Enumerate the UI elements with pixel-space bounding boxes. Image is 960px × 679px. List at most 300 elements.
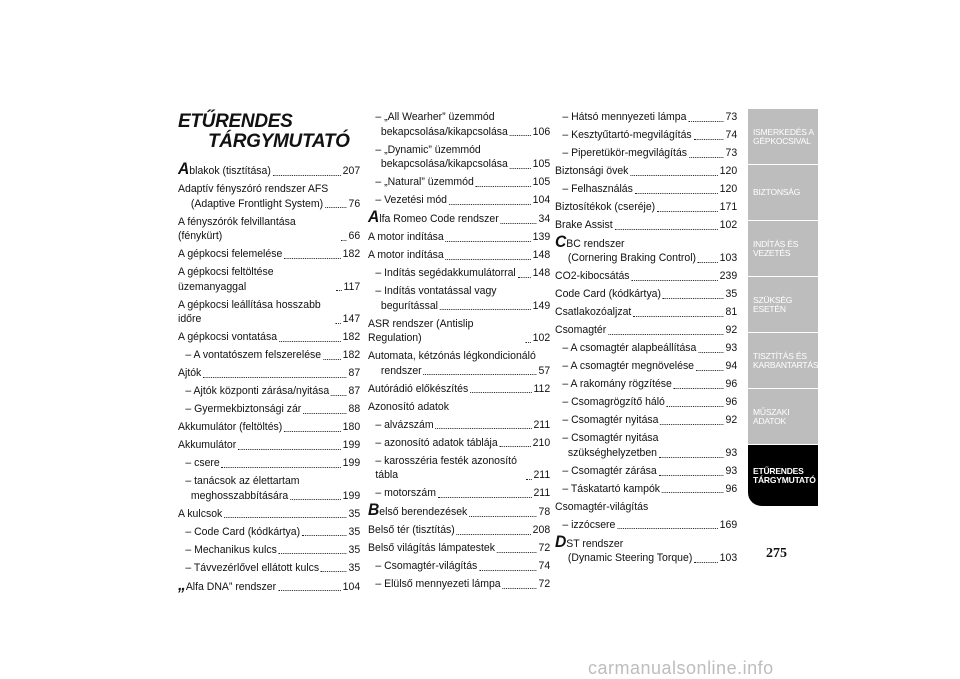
index-entry-line: bekapcsolása/kikapcsolása	[380, 158, 508, 171]
index-entry[interactable]	[178, 574, 361, 595]
index-entry-label: – Kesztyűtartó-megvilágítás	[562, 128, 692, 141]
index-entry-text	[178, 384, 329, 399]
index-entry-text	[178, 348, 321, 363]
index-entry-label: blakok (tisztítása)	[189, 165, 271, 177]
drop-cap: A	[178, 159, 190, 178]
dot-leader	[674, 388, 724, 389]
dot-leader	[617, 528, 718, 529]
index-entry-text	[555, 269, 630, 284]
index-entry-label: – A rakomány rögzítése	[562, 378, 672, 391]
index-entry[interactable]	[368, 486, 550, 501]
index-entry-row	[368, 299, 550, 314]
section-tab[interactable]	[748, 277, 818, 333]
index-entry-text	[555, 413, 658, 428]
index-entry-row	[368, 125, 550, 140]
index-entry-text	[555, 231, 737, 252]
page-ref[interactable]: 72	[538, 542, 551, 555]
index-entry[interactable]	[178, 247, 360, 262]
index-entry-text	[555, 395, 665, 410]
dot-leader	[476, 186, 531, 187]
dot-leader	[203, 377, 347, 378]
index-entry-text	[178, 543, 277, 558]
index-entry-text	[368, 436, 498, 451]
page-ref[interactable]: 35	[725, 288, 738, 301]
index-entry-line: – Csomagtér nyitása	[562, 432, 659, 445]
index-entry-text	[555, 128, 692, 143]
page-ref[interactable]: 117	[343, 280, 361, 293]
index-heading-text: Csomagtér-világítás	[555, 500, 649, 513]
page-ref[interactable]: 120	[719, 164, 738, 177]
index-entry-label: Alfa DNA” rendszer	[185, 580, 277, 593]
index-entry[interactable]	[368, 559, 550, 574]
index-entry-text	[368, 110, 550, 125]
dot-leader	[279, 341, 341, 342]
page-ref[interactable]: 211	[533, 487, 551, 500]
dot-leader	[335, 323, 341, 324]
index-entry[interactable]	[178, 561, 360, 576]
dot-leader	[290, 499, 341, 500]
index-entry-label: – Gyermekbiztonsági zár	[185, 403, 302, 416]
page-ref[interactable]: 210	[532, 436, 551, 449]
index-entry-text	[178, 182, 360, 197]
page-ref[interactable]: 92	[725, 414, 738, 427]
index-entry-text	[178, 474, 360, 489]
index-entry-line: rendszer	[380, 364, 422, 377]
dot-leader	[694, 139, 724, 140]
index-entry-label: – A csomagtér alapbeállítása	[562, 342, 697, 355]
index-entry-row	[178, 489, 360, 504]
section-tab[interactable]	[748, 221, 818, 277]
index-entry[interactable]	[368, 266, 550, 281]
index-entry-label: – alvázszám	[375, 418, 434, 431]
page-ref[interactable]: 78	[538, 506, 551, 519]
index-entry[interactable]	[178, 348, 360, 363]
drop-cap: B	[368, 500, 380, 520]
dot-leader	[449, 204, 531, 205]
dot-leader	[662, 492, 724, 493]
dot-leader	[424, 374, 537, 375]
page-ref[interactable]: 35	[348, 543, 361, 556]
index-entry-text	[368, 143, 550, 158]
page-ref[interactable]: 149	[532, 299, 551, 312]
index-entry[interactable]	[178, 330, 360, 345]
page-ref[interactable]: 112	[533, 382, 551, 395]
page-ref[interactable]: 171	[719, 200, 738, 213]
drop-cap: „	[178, 574, 186, 594]
index-entry[interactable]	[368, 284, 550, 313]
index-entry[interactable]	[368, 523, 550, 538]
dot-leader	[688, 121, 723, 122]
index-entry-text	[555, 146, 687, 161]
index-entry[interactable]	[555, 395, 737, 410]
page-ref[interactable]: 96	[725, 482, 738, 495]
section-tab[interactable]	[748, 109, 818, 165]
index-entry-line: begurítással	[380, 299, 438, 312]
dot-leader	[689, 157, 724, 158]
index-entry[interactable]	[178, 159, 361, 179]
page-ref[interactable]: 199	[342, 439, 361, 452]
page-ref[interactable]: 199	[342, 489, 361, 502]
index-entry-line: (Cornering Braking Control)	[567, 252, 697, 265]
page-ref[interactable]: 103	[719, 552, 738, 565]
dot-leader	[336, 290, 342, 291]
page-ref[interactable]: 182	[342, 248, 361, 261]
index-entry[interactable]	[368, 143, 550, 172]
page-ref[interactable]: 88	[348, 403, 361, 416]
page-ref[interactable]: 73	[725, 111, 738, 123]
index-entry[interactable]	[368, 193, 550, 208]
index-entry[interactable]	[555, 305, 737, 320]
index-entry[interactable]	[555, 431, 737, 460]
page-ref[interactable]: 93	[725, 464, 738, 477]
index-entry[interactable]	[555, 482, 737, 497]
index-entry-label: Csomagtér	[555, 324, 607, 337]
index-entry-label: Ajtók	[178, 367, 202, 380]
index-entry-text	[178, 215, 339, 244]
drop-cap: D	[555, 531, 567, 551]
page-ref[interactable]: 139	[532, 231, 551, 244]
page-ref[interactable]: 76	[348, 197, 361, 210]
index-entry-row	[555, 446, 737, 461]
index-entry-label: – Indítás segédakkumulátorral	[375, 267, 516, 280]
index-entry[interactable]	[368, 349, 550, 378]
index-entry[interactable]	[555, 164, 737, 179]
index-entry-text	[178, 420, 282, 435]
index-entry[interactable]	[555, 269, 737, 284]
dot-leader	[608, 334, 724, 335]
index-entry-label: – Csomagtér nyitása	[562, 414, 659, 427]
dot-leader	[224, 517, 347, 518]
index-entry[interactable]	[368, 418, 550, 433]
page-ref[interactable]: 102	[532, 332, 551, 345]
section-tab-label: SZÜKSÉG ESETÉN	[753, 294, 793, 314]
index-entry-label: Code Card (kódkártya)	[555, 288, 662, 301]
index-entry-label: Csatlakozóaljzat	[555, 306, 632, 319]
index-entry-row	[555, 251, 737, 266]
dot-leader	[510, 135, 531, 136]
title-line-1: ETŰRENDES	[178, 111, 293, 132]
index-entry[interactable]	[178, 438, 360, 453]
dot-leader	[526, 479, 532, 480]
index-entry[interactable]	[368, 230, 550, 245]
dot-leader	[663, 298, 724, 299]
title-line-2: TÁRGYMUTATÓ	[208, 131, 350, 152]
dot-leader	[284, 258, 341, 259]
page-ref[interactable]: 92	[725, 324, 738, 337]
index-entry-text	[555, 431, 737, 446]
index-entry[interactable]	[178, 456, 360, 471]
section-tab-label: MŰSZAKI ADATOK	[753, 406, 790, 426]
section-tab-label: ETŰRENDES TÁRGYMUTATÓ	[753, 465, 816, 485]
page-ref[interactable]: 207	[342, 165, 361, 177]
index-entry-text	[368, 349, 550, 364]
page-ref[interactable]: 96	[725, 378, 738, 391]
index-entry[interactable]	[178, 543, 360, 558]
index-entry[interactable]	[555, 200, 737, 215]
index-entry-text	[368, 175, 474, 190]
index-entry[interactable]	[368, 207, 551, 227]
index-entry-row	[555, 551, 737, 566]
index-entry-line: bekapcsolása/kikapcsolása	[380, 125, 508, 138]
page-ref[interactable]: 105	[532, 158, 551, 171]
index-entry-label: – Elülső mennyezeti lámpa	[375, 578, 501, 591]
page-ref[interactable]: 147	[342, 313, 361, 326]
index-entry-label: – izzócsere	[562, 518, 616, 531]
dot-leader	[469, 516, 537, 517]
index-entry[interactable]	[555, 128, 737, 143]
index-entry-row	[178, 197, 360, 212]
index-entry-label: – Code Card (kódkártya)	[185, 525, 301, 538]
index-entry-label: A gépkocsi leállítása hosszabb időre	[178, 298, 321, 326]
page-ref[interactable]: 35	[348, 561, 361, 574]
index-entry-text	[178, 456, 220, 471]
index-entry[interactable]	[178, 402, 360, 417]
index-entry-label: – Vezetési mód	[375, 194, 448, 207]
page-ref[interactable]: 35	[348, 525, 361, 538]
page-ref[interactable]: 199	[342, 457, 361, 470]
index-entry-text	[368, 418, 434, 433]
page-ref[interactable]: 148	[532, 249, 551, 262]
index-entry[interactable]	[178, 384, 360, 399]
index-entry[interactable]	[368, 436, 550, 451]
index-entry-label: – Csomagrögzítő háló	[562, 396, 665, 409]
index-entry-label: Belső világítás lámpatestek	[368, 542, 495, 555]
index-entry-text	[178, 247, 282, 262]
dot-leader	[659, 475, 724, 476]
dot-leader	[635, 193, 718, 194]
index-entry-label: – A csomagtér megnövelése	[562, 360, 695, 373]
index-entry[interactable]	[555, 359, 737, 374]
index-entry[interactable]	[368, 248, 550, 263]
page-ref[interactable]: 105	[532, 176, 551, 189]
index-entry-line: meghosszabbítására	[190, 489, 289, 502]
dot-leader	[222, 467, 341, 468]
index-entry-text	[368, 266, 516, 281]
dot-leader	[446, 259, 531, 260]
page-ref[interactable]: 211	[533, 418, 551, 431]
index-entry[interactable]	[368, 454, 550, 483]
index-entry-text	[368, 454, 524, 483]
index-entry[interactable]	[178, 525, 360, 540]
index-entry[interactable]	[555, 287, 737, 302]
index-entry[interactable]	[178, 420, 360, 435]
page-ref[interactable]: 180	[342, 421, 361, 434]
page-ref[interactable]: 72	[538, 578, 551, 591]
index-entry[interactable]	[178, 265, 360, 294]
index-heading	[555, 500, 737, 515]
page-ref[interactable]: 34	[538, 213, 551, 226]
index-entry[interactable]	[555, 413, 737, 428]
page-ref[interactable]: 104	[342, 580, 361, 593]
section-tab-label: ISMERKEDÉS A GÉPKOCSIVAL	[753, 126, 814, 146]
dot-leader	[657, 211, 718, 212]
section-tab[interactable]	[748, 445, 818, 507]
index-entry-label: ASR rendszer (Antislip Regulation)	[368, 317, 474, 345]
index-entry[interactable]	[368, 577, 550, 592]
index-entry-text	[178, 330, 277, 345]
index-entry[interactable]	[555, 464, 737, 479]
index-entry-text	[555, 164, 628, 179]
dot-leader	[279, 553, 347, 554]
index-entry-label: Brake Assist	[555, 218, 613, 231]
index-entry-text	[178, 298, 333, 327]
page-ref[interactable]: 104	[532, 194, 551, 207]
index-entry-text	[368, 500, 468, 520]
section-tab[interactable]	[748, 333, 818, 389]
index-entry-line: (Dynamic Steering Torque)	[567, 552, 693, 565]
page-ref[interactable]: 102	[719, 218, 738, 231]
index-entry-text	[368, 207, 499, 227]
dot-leader	[325, 207, 347, 208]
index-entry[interactable]	[368, 317, 550, 346]
dot-leader	[438, 497, 532, 498]
index-entry-text	[178, 159, 271, 179]
index-entry[interactable]	[555, 231, 738, 266]
section-tab-label: INDÍTÁS ÉS VEZETÉS	[753, 238, 799, 258]
section-tab[interactable]	[748, 389, 818, 445]
dot-leader	[238, 449, 341, 450]
index-entry-text	[555, 377, 672, 392]
index-entry-label: – Csomagtér zárása	[562, 464, 657, 477]
index-entry-label: – karosszéria festék azonosító tábla	[375, 454, 517, 482]
index-entry[interactable]	[178, 507, 360, 522]
dot-leader	[321, 571, 347, 572]
page-ref[interactable]: 87	[348, 385, 361, 398]
index-entry-label: – csere	[185, 457, 220, 470]
page-ref[interactable]: 208	[532, 524, 551, 537]
index-entry[interactable]	[178, 366, 360, 381]
index-entry-label: – motorszám	[375, 487, 436, 500]
index-entry-label: – Táskatartó kampók	[562, 482, 661, 495]
index-entry-text	[555, 182, 633, 197]
page-ref[interactable]: 87	[348, 367, 361, 380]
index-entry-text	[178, 402, 301, 417]
page-ref[interactable]: 182	[342, 331, 361, 344]
index-entry-text	[368, 284, 550, 299]
dot-leader	[633, 316, 724, 317]
index-entry[interactable]	[555, 110, 737, 125]
drop-cap: A	[368, 207, 380, 227]
section-tab[interactable]	[748, 165, 818, 221]
page-title	[178, 112, 350, 152]
page-ref[interactable]: 35	[348, 507, 361, 520]
index-entry[interactable]	[368, 175, 550, 190]
index-entry-line: Adaptív fényszóró rendszer AFS	[178, 182, 329, 195]
index-entry-text	[178, 438, 236, 453]
page-ref[interactable]: 93	[725, 446, 738, 459]
page-ref[interactable]: 106	[532, 125, 551, 138]
index-entry-text	[178, 507, 222, 522]
index-entry-label: első berendezések	[379, 506, 468, 519]
page-ref[interactable]: 239	[719, 270, 738, 283]
section-tabs	[748, 109, 818, 507]
index-entry-label: – Távvezérlővel ellátott kulcs	[185, 561, 320, 574]
page-ref[interactable]: 93	[725, 342, 738, 355]
index-entry-text	[368, 523, 455, 538]
index-entry-label: – Piperetükör-megvilágítás	[562, 146, 688, 159]
index-entry-label: Akkumulátor	[178, 439, 237, 452]
dot-leader	[479, 570, 537, 571]
index-column-3	[555, 110, 737, 569]
index-entry[interactable]	[178, 215, 360, 244]
dot-leader	[631, 280, 717, 281]
page-ref[interactable]: 57	[538, 364, 551, 377]
index-entry-label: – Ajtók központi zárása/nyitása	[185, 385, 330, 398]
index-entry-text	[178, 265, 334, 294]
dot-leader	[440, 309, 531, 310]
index-entry-label: – Csomagtér-világítás	[375, 560, 478, 573]
index-entry-label: A gépkocsi felemelése	[178, 248, 283, 261]
dot-leader	[660, 424, 723, 425]
page-ref[interactable]: 211	[533, 469, 551, 482]
index-entry[interactable]	[555, 341, 737, 356]
index-entry[interactable]	[555, 218, 737, 233]
page-ref[interactable]: 66	[348, 230, 361, 243]
index-entry[interactable]	[368, 500, 551, 520]
index-entry-label: – Hátsó mennyezeti lámpa	[562, 111, 687, 123]
page-ref[interactable]: 73	[725, 146, 738, 159]
index-entry-text	[178, 561, 319, 576]
index-entry-text	[555, 359, 694, 374]
index-entry[interactable]	[368, 382, 550, 397]
index-entry-line: Automata, kétzónás légkondicionáló	[368, 350, 536, 363]
index-entry-text	[368, 559, 477, 574]
dot-leader	[696, 370, 724, 371]
index-entry-row	[368, 157, 550, 172]
page-ref[interactable]: 96	[725, 396, 738, 409]
index-entry-label: Akkumulátor (feltöltés)	[178, 421, 283, 434]
page-ref[interactable]: 74	[725, 128, 738, 141]
dot-leader	[302, 535, 347, 536]
index-entry-text	[555, 110, 686, 125]
dot-leader	[470, 392, 532, 393]
page-ref[interactable]: 169	[719, 518, 738, 531]
page-ref[interactable]: 74	[538, 560, 551, 573]
index-entry[interactable]	[555, 146, 737, 161]
index-entry-text	[555, 305, 631, 320]
page-ref[interactable]: 120	[719, 182, 738, 195]
index-entry[interactable]	[178, 182, 360, 211]
index-entry[interactable]	[555, 323, 737, 338]
index-entry[interactable]	[178, 474, 360, 503]
dot-leader	[457, 534, 531, 535]
index-entry[interactable]	[555, 182, 737, 197]
page-ref[interactable]: 94	[725, 360, 738, 373]
page-ref[interactable]: 81	[725, 306, 738, 319]
page-ref[interactable]: 103	[719, 252, 738, 265]
index-entry-text	[178, 574, 277, 595]
index-entry[interactable]	[368, 110, 550, 139]
index-entry-line: BC rendszer	[566, 237, 625, 250]
index-column-2	[368, 110, 550, 595]
index-entry-line: – „Dynamic” üzemmód	[375, 143, 481, 156]
index-entry-label: lfa Romeo Code rendszer	[379, 213, 499, 226]
index-entry[interactable]	[555, 377, 737, 392]
index-entry[interactable]	[368, 541, 550, 556]
page-ref[interactable]: 148	[532, 267, 551, 280]
page-ref[interactable]: 182	[342, 349, 361, 362]
dot-leader	[446, 241, 531, 242]
index-entry[interactable]	[555, 531, 738, 566]
dot-leader	[659, 457, 724, 458]
dot-leader	[500, 446, 531, 447]
index-entry-label: A kulcsok	[178, 507, 223, 520]
index-entry[interactable]	[555, 518, 737, 533]
index-entry-text	[555, 518, 615, 533]
index-entry-text	[368, 230, 444, 245]
index-entry-text	[555, 464, 657, 479]
index-entry[interactable]	[178, 298, 360, 327]
